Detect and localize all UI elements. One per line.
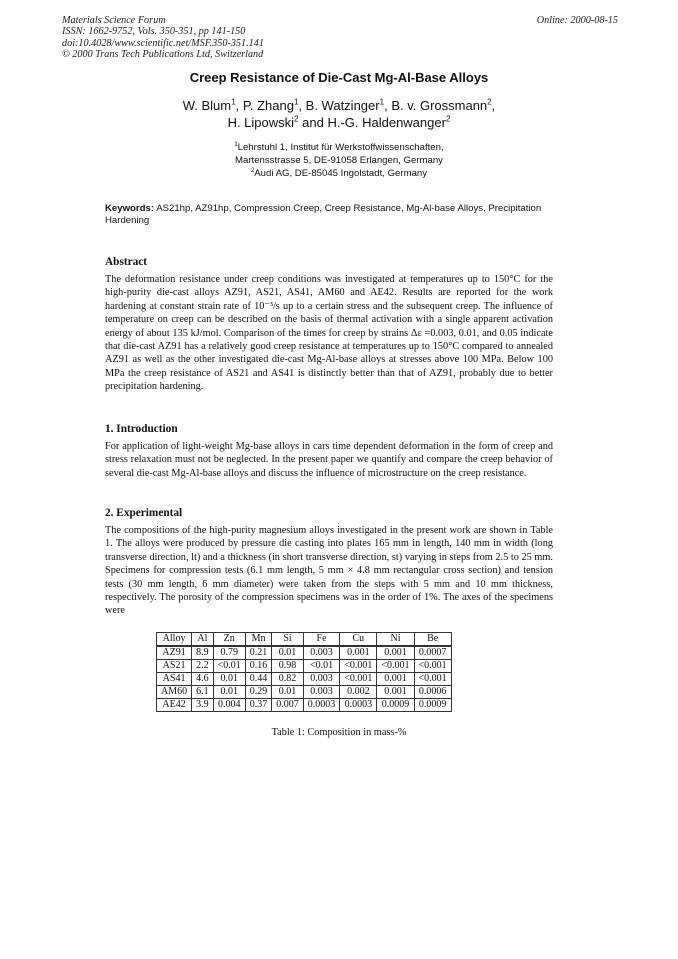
author-line-2 [0,114,678,131]
author-affil-mark: 2 [294,114,299,124]
table-cell: 3.9 [192,699,214,712]
column-header: Alloy [157,633,192,647]
table-cell: <0.001 [340,660,377,673]
table-cell: 0.01 [213,686,245,699]
table-cell: <0.01 [303,660,340,673]
keywords [105,203,575,226]
author-name: B. v. Grossmann [391,98,488,113]
table-row [157,673,452,686]
table-cell: <0.01 [213,660,245,673]
table-cell: <0.001 [377,660,414,673]
table-cell: 0.001 [377,673,414,686]
table-cell: 0.001 [340,646,377,660]
table-cell: 0.0009 [377,699,414,712]
table-cell: 0.001 [377,686,414,699]
introduction-section [105,423,553,480]
table-cell: 0.21 [245,646,272,660]
author-list [0,97,678,131]
table-cell: <0.001 [340,673,377,686]
table-cell: 0.001 [377,646,414,660]
table-cell: <0.001 [414,660,451,673]
table-caption: Table 1: Composition in mass-% [271,727,407,738]
table-cell: 0.79 [213,646,245,660]
alloy-cell: AS41 [157,673,192,686]
table-cell: 6.1 [192,686,214,699]
author-separator: , [298,98,306,113]
affiliation-text: Lehrstuhl 1, Institut für Werkstoffwissenschaften, [237,142,444,153]
column-header: Mn [245,633,272,647]
paper-title: Creep Resistance of Die-Cast Mg-Al-Base Alloys [189,70,489,85]
column-header: Zn [213,633,245,647]
affiliation-mark: 2 [250,167,255,174]
column-header: Al [192,633,214,647]
affiliation-line [0,167,678,180]
table-cell: 0.44 [245,673,272,686]
author-affil-mark: 1 [379,97,385,107]
author-name: P. Zhang [242,98,294,113]
journal-name: Materials Science Forum [62,15,166,26]
table-cell: 0.002 [340,686,377,699]
copyright-line: © 2000 Trans Tech Publications Ltd, Switzerland [62,48,264,60]
abstract-heading: Abstract [105,256,148,268]
table-cell: 0.0003 [303,699,340,712]
table-cell: 0.01 [213,673,245,686]
alloy-cell: AM60 [157,686,192,699]
table-cell: 0.0006 [414,686,451,699]
table-cell: 0.16 [245,660,272,673]
column-header: Ni [377,633,414,647]
issn-line: ISSN: 1662-9752, Vols. 350-351, pp 141-150 [62,26,246,38]
author-separator: , [235,98,243,113]
abstract-section [105,256,553,394]
column-header: Cu [340,633,377,647]
experimental-section [105,507,553,618]
author-name: H. Lipowski [227,115,295,130]
author-name: H.-G. Haldenwanger [327,115,446,130]
author-line-1 [0,97,678,114]
column-header: Fe [303,633,340,647]
online-date: Online: 2000-08-15 [536,15,618,26]
introduction-heading: 1. Introduction [105,423,178,435]
affiliation-mark: 1 [234,141,238,148]
table-row [157,699,452,712]
table-header-row [157,633,452,647]
doi-line: doi:10.4028/www.scientific.net/MSF.350-351.141 [62,37,264,49]
author-name: B. Watzinger [305,98,380,113]
table-cell: 0.37 [245,699,272,712]
introduction-body: For application of light-weight Mg-base alloys in cars time dependent deformation in the form of creep and stress relaxation must not be neglected. In the present paper we quantify and compare the creep behavior of several die-cast Mg-Al-base alloys and discuss the influence of microstructure on the creep resistance. [105,441,553,479]
author-affil-mark: 2 [445,114,451,124]
author-separator: , [384,98,392,113]
table-row [157,660,452,673]
experimental-heading: 2. Experimental [105,507,183,519]
table-row [157,646,452,660]
composition-table [156,632,452,712]
keywords-label: Keywords: [105,203,155,214]
author-separator: and [298,115,328,130]
table-cell: 8.9 [192,646,214,660]
affiliations [0,141,678,180]
table-cell: 2.2 [192,660,214,673]
table-cell: 0.01 [272,646,304,660]
abstract-body: The deformation resistance under creep conditions was investigated at temperatures up to 150°C for the high-purity die-cast alloys AZ91, AS21, AS41, AM60 and AE42. Results are reported for the work hardening at constant strain rate of 10⁻³/s up to a certain stress and the subsequent creep. The influence of temperature on creep can be described on the basis of thermal activation with a single apparent activation energy of about 135 kJ/mol. Comparison of the times for creep by strains Δε =0.003, 0.01, and 0.05 indicate that die-cast AZ91 has a relatively good creep resistance at temperatures up to 150°C compared to annealed AZ91 as well as the other investigated die-cast Mg-Al-base alloys at stresses above 100 MPa. Below 100 MPa the creep resistance of AS21 and AS41 is distinctly better than that of AZ91, probably due to better precipitation hardening. [105,274,553,393]
author-separator: , [491,98,496,113]
table-cell: 0.003 [303,686,340,699]
author-affil-mark: 1 [231,97,236,107]
table-cell: 4.6 [192,673,214,686]
table-cell: 0.007 [272,699,304,712]
table-cell: 0.0009 [414,699,451,712]
affiliation-line [0,154,678,167]
author-name: W. Blum [182,98,232,113]
author-affil-mark: 1 [293,97,299,107]
table-cell: 0.98 [272,660,304,673]
alloy-cell: AE42 [157,699,192,712]
table-cell: 0.0007 [414,646,451,660]
table-cell: 0.82 [272,673,304,686]
alloy-cell: AS21 [157,660,192,673]
table-cell: 0.003 [303,673,340,686]
alloy-cell: AZ91 [157,646,192,660]
page-header [62,15,618,60]
table-cell: 0.29 [245,686,272,699]
experimental-body: The compositions of the high-purity magnesium alloys investigated in the present work are shown in Table 1. The alloys were produced by pressure die casting into plates 165 mm in length, 140 mm in width (long transverse direction, lt) and a thickness (in short transverse direction, st) varying in steps from 2.5 to 25 mm. Specimens for compression tests (6.1 mm length, 5 mm × 4.8 mm rectangular cross section) and tension tests (30 mm length, 6 mm diameter) were taken from the steps with 5 mm and 10 mm thickness, respectively. The porosity of the compression specimens was in the order of 1%. The axes of the specimens were [105,525,553,617]
column-header: Be [414,633,451,647]
affiliation-text: Audi AG, DE-85045 Ingolstadt, Germany [254,168,428,179]
table-cell: 0.004 [213,699,245,712]
table-cell: 0.0003 [340,699,377,712]
table-cell: <0.001 [414,673,451,686]
affiliation-line [0,141,678,154]
table-cell: 0.003 [303,646,340,660]
author-affil-mark: 2 [487,97,492,107]
table-cell: 0.01 [272,686,304,699]
column-header: Si [272,633,304,647]
affiliation-text: Martensstrasse 5, DE-91058 Erlangen, Germany [235,155,443,166]
keywords-text: AS21hp, AZ91hp, Compression Creep, Creep Resistance, Mg-Al-base Alloys, Precipitation Hardening [105,203,542,226]
table-row [157,686,452,699]
